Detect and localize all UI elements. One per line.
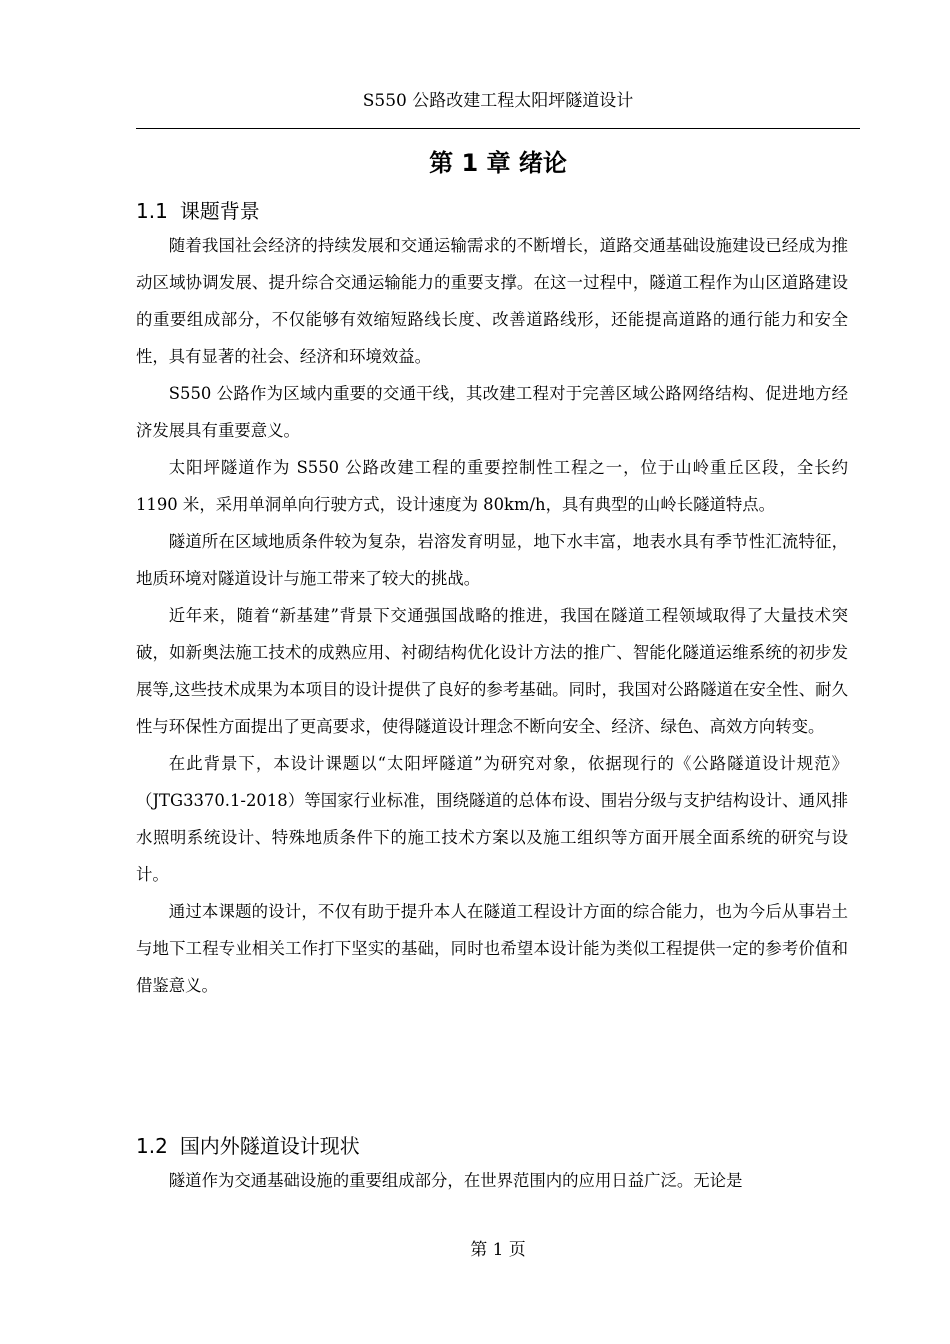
page-number: 第 1 页 <box>470 1240 526 1260</box>
section-body-1-1 <box>136 227 848 1004</box>
paragraph: 太阳坪隧道作为 S550 公路改建工程的重要控制性工程之一，位于山岭重丘区段，全长约 1190 米，采用单洞单向行驶方式，设计速度为 80km/h，具有典型的山岭长隧道特点。 <box>136 458 848 514</box>
section-title: 课题背景 <box>179 199 260 223</box>
paragraph: 在此背景下，本设计课题以“太阳坪隧道”为研究对象，依据现行的《公路隧道设计规范》（JTG3370.1-2018）等国家行业标准，围绕隧道的总体布设、围岩分级与支护结构设计、通风排水照明系统设计、特殊地质条件下的施工技术方案以及施工组织等方面开展全面系统的研究与设计。 <box>136 754 848 884</box>
chapter-title: 第 1 章 绪论 <box>429 149 567 177</box>
section-number: 1.1 <box>136 199 168 223</box>
paragraph: 通过本课题的设计，不仅有助于提升本人在隧道工程设计方面的综合能力，也为今后从事岩土与地下工程专业相关工作打下坚实的基础，同时也希望本设计能为类似工程提供一定的参考价值和借鉴意义。 <box>136 902 848 995</box>
section-body-1-2 <box>136 1162 848 1199</box>
paragraph: 隧道所在区域地质条件较为复杂，岩溶发育明显，地下水丰富，地表水具有季节性汇流特征，地质环境对隧道设计与施工带来了较大的挑战。 <box>136 532 848 588</box>
paragraph: 隧道作为交通基础设施的重要组成部分，在世界范围内的应用日益广泛。无论是 <box>168 1171 743 1190</box>
header-rule <box>136 128 860 129</box>
running-header: S550 公路改建工程太阳坪隧道设计 <box>362 91 634 111</box>
paragraph: 随着我国社会经济的持续发展和交通运输需求的不断增长，道路交通基础设施建设已经成为推动区域协调发展、提升综合交通运输能力的重要支撑。在这一过程中，隧道工程作为山区道路建设的重要组成部分，不仅能够有效缩短路线长度、改善道路线形，还能提高道路的通行能力和安全性，具有显著的社会、经济和环境效益。 <box>136 236 848 366</box>
paragraph: S550 公路作为区域内重要的交通干线，其改建工程对于完善区域公路网络结构、促进地方经济发展具有重要意义。 <box>136 384 848 440</box>
section-heading-1-1 <box>136 196 860 226</box>
section-title: 国内外隧道设计现状 <box>179 1134 360 1158</box>
section-number: 1.2 <box>136 1134 168 1158</box>
section-heading-1-2 <box>136 1131 860 1161</box>
paragraph: 近年来，随着“新基建”背景下交通强国战略的推进，我国在隧道工程领域取得了大量技术突破，如新奥法施工技术的成熟应用、衬砌结构优化设计方法的推广、智能化隧道运维系统的初步发展等,这些技术成果为本项目的设计提供了良好的参考基础。同时，我国对公路隧道在安全性、耐久性与环保性方面提出了更高要求，使得隧道设计理念不断向安全、经济、绿色、高效方向转变。 <box>136 606 848 736</box>
